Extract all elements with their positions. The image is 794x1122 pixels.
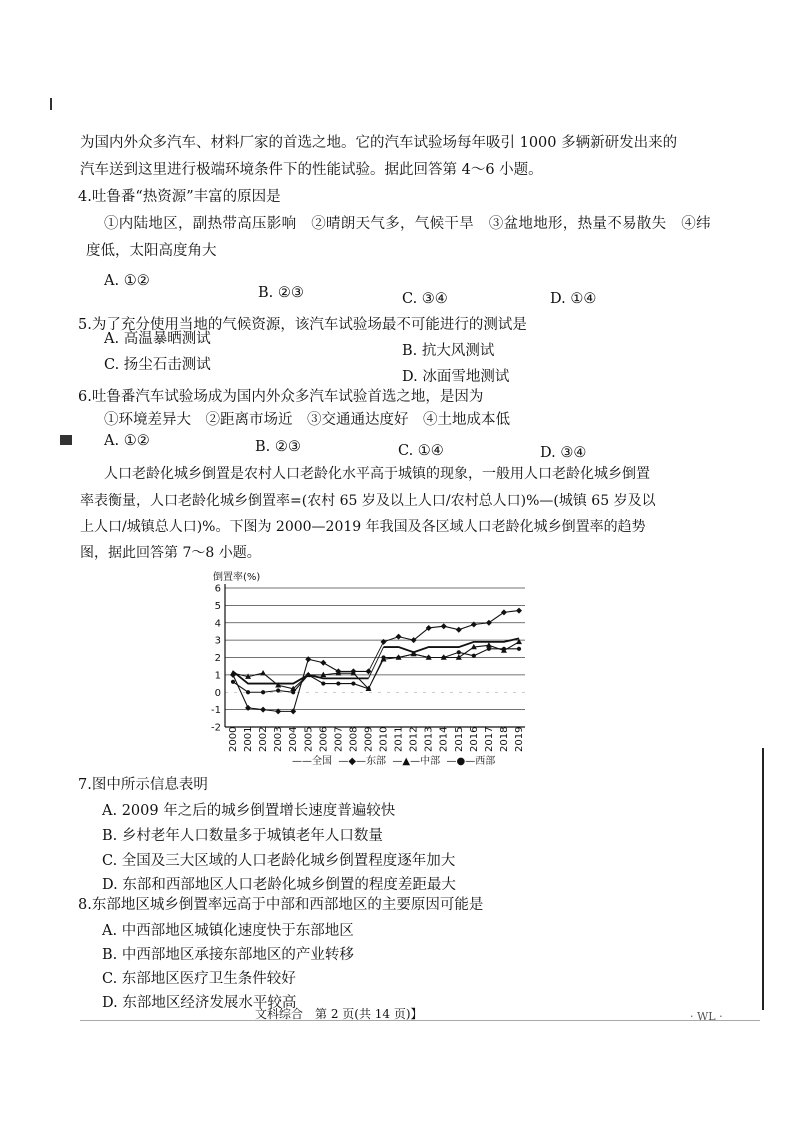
q5-option-b: B. 抗大风测试 bbox=[402, 343, 495, 359]
q7-option-b: B. 乡村老年人口数量多于城镇老年人口数量 bbox=[102, 828, 383, 844]
x-tick-label: 2014 bbox=[438, 726, 450, 752]
y-tick-label: -1 bbox=[211, 705, 221, 717]
y-tick-label: 4 bbox=[214, 618, 221, 630]
data-point bbox=[321, 681, 325, 685]
y-axis-label: 倒置率(%) bbox=[213, 572, 261, 583]
x-tick-label: 2016 bbox=[468, 726, 480, 752]
passage-line-2: 率表衡量，人口老龄化城乡倒置率=(农村 65 岁及以上人口/农村总人口)%—(城镇 65 岁及以 bbox=[80, 493, 656, 509]
data-point bbox=[320, 660, 326, 666]
data-point bbox=[516, 608, 522, 614]
data-point bbox=[276, 688, 280, 692]
series-line bbox=[384, 649, 519, 658]
data-point bbox=[442, 655, 446, 659]
data-point bbox=[246, 690, 250, 694]
q8-option-d: D. 东部地区经济发展水平较高 bbox=[102, 995, 297, 1011]
legend-east: —◆—东部 bbox=[338, 756, 387, 767]
q7-stem: 7.图中所示信息表明 bbox=[78, 777, 208, 793]
series-1 bbox=[230, 608, 522, 715]
series-0 bbox=[233, 638, 519, 683]
x-tick-label: 2005 bbox=[303, 726, 315, 752]
data-point bbox=[231, 680, 235, 684]
x-tick-label: 2019 bbox=[514, 726, 525, 752]
q8-stem: 8.东部地区城乡倒置率远高于中部和西部地区的主要原因可能是 bbox=[78, 897, 484, 913]
y-tick-label: 5 bbox=[214, 600, 221, 612]
x-tick-label: 2000 bbox=[228, 726, 239, 752]
q6-line-1: ①环境差异大 ②距离市场近 ③交通通达度好 ④土地成本低 bbox=[104, 412, 510, 428]
chart-series bbox=[230, 608, 522, 715]
data-point bbox=[456, 627, 462, 633]
data-point bbox=[457, 650, 461, 654]
intro-line-2: 汽车送到这里进行极端环境条件下的性能试验。据此回答第 4～6 小题。 bbox=[80, 162, 543, 178]
x-tick-label: 2007 bbox=[333, 726, 345, 752]
data-point bbox=[472, 654, 476, 658]
x-tick-label: 2013 bbox=[423, 726, 435, 752]
data-point bbox=[306, 673, 310, 677]
q7-option-c: C. 全国及三大区域的人口老龄化城乡倒置程度逐年加大 bbox=[102, 853, 456, 869]
q4-option-c: C. ③④ bbox=[402, 291, 448, 307]
q4-stem: 4.吐鲁番“热资源”丰富的原因是 bbox=[78, 189, 281, 205]
q6-option-c: C. ①④ bbox=[398, 443, 444, 459]
passage-line-1: 人口老龄化城乡倒置是农村人口老龄化水平高于城镇的现象，一般用人口老龄化城乡倒置 bbox=[104, 466, 650, 482]
q7-option-a: A. 2009 年之后的城乡倒置增长速度普遍较快 bbox=[102, 803, 396, 819]
legend-west: —●—西部 bbox=[446, 756, 496, 767]
x-tick-label: 2015 bbox=[453, 726, 465, 752]
q4-line-1: ①内陆地区，副热带高压影响 ②晴朗天气多，气候干旱 ③盆地地形，热量不易散失 ④纬 bbox=[104, 216, 711, 232]
q4-line-2: 度低，太阳高度角大 bbox=[86, 243, 217, 259]
legend-central: —▲—中部 bbox=[392, 756, 441, 767]
data-point bbox=[502, 647, 506, 651]
data-point bbox=[381, 655, 385, 659]
footer-code: · WL · bbox=[690, 1010, 723, 1023]
data-point bbox=[351, 681, 355, 685]
q8-option-a: A. 中西部地区城镇化速度快于东部地区 bbox=[102, 923, 354, 939]
data-point bbox=[260, 670, 266, 675]
x-tick-label: 2006 bbox=[318, 726, 330, 752]
right-margin-rule bbox=[762, 748, 764, 1010]
y-tick-label: 0 bbox=[214, 687, 221, 699]
chart-axes bbox=[211, 570, 525, 752]
q6-option-b: B. ②③ bbox=[255, 439, 301, 455]
data-point bbox=[441, 623, 447, 629]
series-line bbox=[233, 659, 368, 711]
data-point bbox=[396, 655, 400, 659]
data-point bbox=[261, 690, 265, 694]
scan-mark bbox=[50, 98, 58, 110]
x-tick-label: 2003 bbox=[273, 726, 285, 752]
x-tick-label: 2010 bbox=[378, 726, 390, 752]
y-tick-label: 1 bbox=[214, 670, 221, 682]
page-footer: 文科综合 第 2 页(共 14 页)】 bbox=[255, 1007, 423, 1021]
y-tick-label: 2 bbox=[214, 653, 221, 664]
x-tick-label: 2004 bbox=[288, 726, 300, 752]
q6-option-d: D. ③④ bbox=[540, 445, 587, 461]
q4-option-d: D. ①④ bbox=[550, 291, 597, 307]
scan-mark bbox=[60, 435, 72, 445]
data-point bbox=[517, 647, 521, 651]
data-point bbox=[487, 647, 491, 651]
q6-option-a: A. ①② bbox=[104, 433, 150, 449]
intro-line-1: 为国内外众多汽车、材料厂家的首选之地。它的汽车试验场每年吸引 1000 多辆新研发出来的 bbox=[80, 135, 678, 151]
q7-option-d: D. 东部和西部地区人口老龄化城乡倒置的程度差距最大 bbox=[102, 877, 456, 893]
x-tick-label: 2009 bbox=[363, 726, 375, 752]
legend-national: ——全国 bbox=[292, 756, 332, 767]
x-tick-label: 2012 bbox=[408, 726, 420, 752]
q5-option-a: A. 高温暴晒测试 bbox=[104, 331, 211, 347]
q6-stem: 6.吐鲁番汽车试验场成为国内外众多汽车试验首选之地，是因为 bbox=[78, 389, 484, 405]
x-tick-label: 2017 bbox=[483, 726, 495, 752]
data-point bbox=[366, 687, 370, 691]
q8-option-c: C. 东部地区医疗卫生条件较好 bbox=[102, 971, 296, 987]
q8-option-b: B. 中西部地区承接东部地区的产业转移 bbox=[102, 947, 354, 963]
passage-line-3: 上人口/城镇总人口)%。下图为 2000—2019 年我国及各区域人口老龄化城乡倒置率的趋势 bbox=[80, 519, 646, 535]
x-tick-label: 2008 bbox=[348, 726, 360, 752]
x-tick-label: 2002 bbox=[258, 726, 270, 752]
chart-legend bbox=[292, 752, 495, 767]
inversion-rate-chart bbox=[205, 570, 535, 752]
passage-line-4: 图，据此回答第 7～8 小题。 bbox=[80, 545, 261, 561]
q5-option-c: C. 扬尘石击测试 bbox=[104, 357, 211, 373]
data-point bbox=[396, 634, 402, 640]
y-tick-label: 3 bbox=[214, 635, 221, 647]
q5-stem: 5.为了充分使用当地的气候资源，该汽车试验场最不可能进行的测试是 bbox=[78, 317, 527, 333]
q5-option-d: D. 冰面雪地测试 bbox=[402, 369, 510, 385]
q4-option-a: A. ①② bbox=[104, 273, 150, 289]
x-tick-label: 2018 bbox=[498, 726, 510, 752]
data-point bbox=[412, 652, 416, 656]
data-point bbox=[291, 690, 295, 694]
q4-option-b: B. ②③ bbox=[258, 285, 304, 301]
series-line bbox=[384, 611, 519, 642]
series-3 bbox=[231, 647, 521, 695]
x-tick-label: 2001 bbox=[243, 726, 255, 752]
series-line bbox=[368, 642, 383, 672]
data-point bbox=[260, 707, 266, 713]
chart-grid bbox=[225, 588, 525, 727]
y-tick-label: -2 bbox=[211, 722, 221, 734]
x-tick-label: 2011 bbox=[393, 726, 405, 752]
data-point bbox=[427, 655, 431, 659]
y-tick-label: 6 bbox=[214, 583, 221, 595]
data-point bbox=[336, 681, 340, 685]
